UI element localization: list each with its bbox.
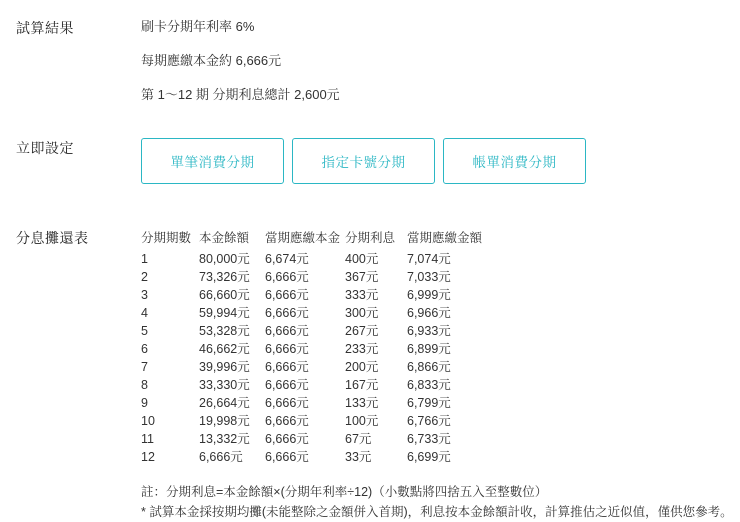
cell-principal-balance: 39,996元 [199,360,250,374]
column-header-interest: 分期利息 [345,231,396,245]
table-row [141,250,487,268]
column-header-total-due: 當期應繳金額 [407,231,483,245]
table-row [141,430,487,448]
table-row [141,376,487,394]
column-header-principal-balance: 本金餘額 [199,231,250,245]
cell-interest: 367元 [345,270,379,284]
table-row [141,448,487,466]
table-row [141,412,487,430]
specified-card-installment-button[interactable]: 指定卡號分期 [292,138,435,184]
cell-principal-due: 6,666元 [265,378,309,392]
cell-principal-due: 6,666元 [265,396,309,410]
cell-term: 8 [141,378,148,392]
cell-interest: 300元 [345,306,379,320]
cell-total-due: 6,999元 [407,288,451,302]
cell-principal-balance: 26,664元 [199,396,250,410]
amortization-section-label: 分息攤還表 [16,230,89,246]
cell-principal-due: 6,666元 [265,324,309,338]
cell-principal-balance: 6,666元 [199,450,243,464]
cell-interest: 133元 [345,396,379,410]
cell-principal-balance: 59,994元 [199,306,250,320]
cell-principal-balance: 46,662元 [199,342,250,356]
cell-total-due: 6,899元 [407,342,451,356]
cell-principal-balance: 33,330元 [199,378,250,392]
table-row [141,358,487,376]
cell-principal-due: 6,666元 [265,270,309,284]
result-section [16,18,716,104]
cell-principal-balance: 13,332元 [199,432,250,446]
cell-term: 10 [141,414,155,428]
table-row [141,340,487,358]
cell-principal-due: 6,666元 [265,342,309,356]
cell-term: 6 [141,342,148,356]
cell-total-due: 6,699元 [407,450,451,464]
cell-total-due: 6,933元 [407,324,451,338]
table-row [141,304,487,322]
cell-principal-due: 6,666元 [265,306,309,320]
cell-principal-due: 6,666元 [265,288,309,302]
setup-section-label: 立即設定 [16,140,74,156]
cell-total-due: 6,866元 [407,360,451,374]
cell-term: 3 [141,288,148,302]
cell-total-due: 6,833元 [407,378,451,392]
column-header-principal-due: 當期應繳本金 [265,231,341,245]
amortization-table [141,228,487,466]
amortization-body [141,228,733,522]
cell-principal-due: 6,674元 [265,252,309,266]
note-disclaimer: * 試算本金採按期均攤(未能整除之金額併入首期)，利息按本金餘額計收，計算推估之近似值，僅供您參考。 [141,505,733,519]
cell-term: 7 [141,360,148,374]
cell-total-due: 6,966元 [407,306,451,320]
result-line-interest-total: 第 1～12 期 分期利息總計 2,600元 [141,87,340,102]
cell-interest: 167元 [345,378,379,392]
setup-button-row [141,138,716,184]
cell-total-due: 6,799元 [407,396,451,410]
cell-principal-balance: 53,328元 [199,324,250,338]
amortization-notes [141,482,733,522]
cell-interest: 33元 [345,450,372,464]
result-line-principal: 每期應繳本金約 6,666元 [141,53,282,68]
cell-term: 12 [141,450,155,464]
table-row [141,286,487,304]
cell-term: 2 [141,270,148,284]
cell-total-due: 7,033元 [407,270,451,284]
cell-total-due: 6,766元 [407,414,451,428]
cell-principal-due: 6,666元 [265,414,309,428]
setup-section [16,138,716,184]
cell-principal-balance: 19,998元 [199,414,250,428]
statement-installment-button[interactable]: 帳單消費分期 [443,138,586,184]
cell-interest: 333元 [345,288,379,302]
setup-buttons [141,138,716,184]
single-purchase-installment-button[interactable]: 單筆消費分期 [141,138,284,184]
cell-term: 1 [141,252,148,266]
table-header-row [141,228,487,250]
cell-term: 5 [141,324,148,338]
column-header-term: 分期期數 [141,231,192,245]
cell-principal-balance: 66,660元 [199,288,250,302]
result-line-rate: 刷卡分期年利率 6% [141,19,255,34]
cell-interest: 100元 [345,414,379,428]
cell-principal-due: 6,666元 [265,450,309,464]
cell-term: 11 [141,432,154,446]
amortization-section [16,228,733,522]
amortization-table-body [141,250,487,466]
cell-interest: 400元 [345,252,379,266]
cell-term: 9 [141,396,148,410]
cell-total-due: 6,733元 [407,432,451,446]
cell-interest: 233元 [345,342,379,356]
amortization-table-header [141,228,487,250]
cell-principal-due: 6,666元 [265,432,309,446]
cell-interest: 267元 [345,324,379,338]
note-formula: 註：分期利息=本金餘額×(分期年利率÷12)（小數點將四捨五入至整數位） [141,485,548,499]
table-row [141,322,487,340]
cell-term: 4 [141,306,148,320]
cell-total-due: 7,074元 [407,252,451,266]
cell-principal-balance: 73,326元 [199,270,250,284]
cell-interest: 67元 [345,432,372,446]
cell-interest: 200元 [345,360,379,374]
result-lines [141,18,716,104]
table-row [141,268,487,286]
result-section-label: 試算結果 [16,20,74,36]
cell-principal-due: 6,666元 [265,360,309,374]
cell-principal-balance: 80,000元 [199,252,250,266]
table-row [141,394,487,412]
